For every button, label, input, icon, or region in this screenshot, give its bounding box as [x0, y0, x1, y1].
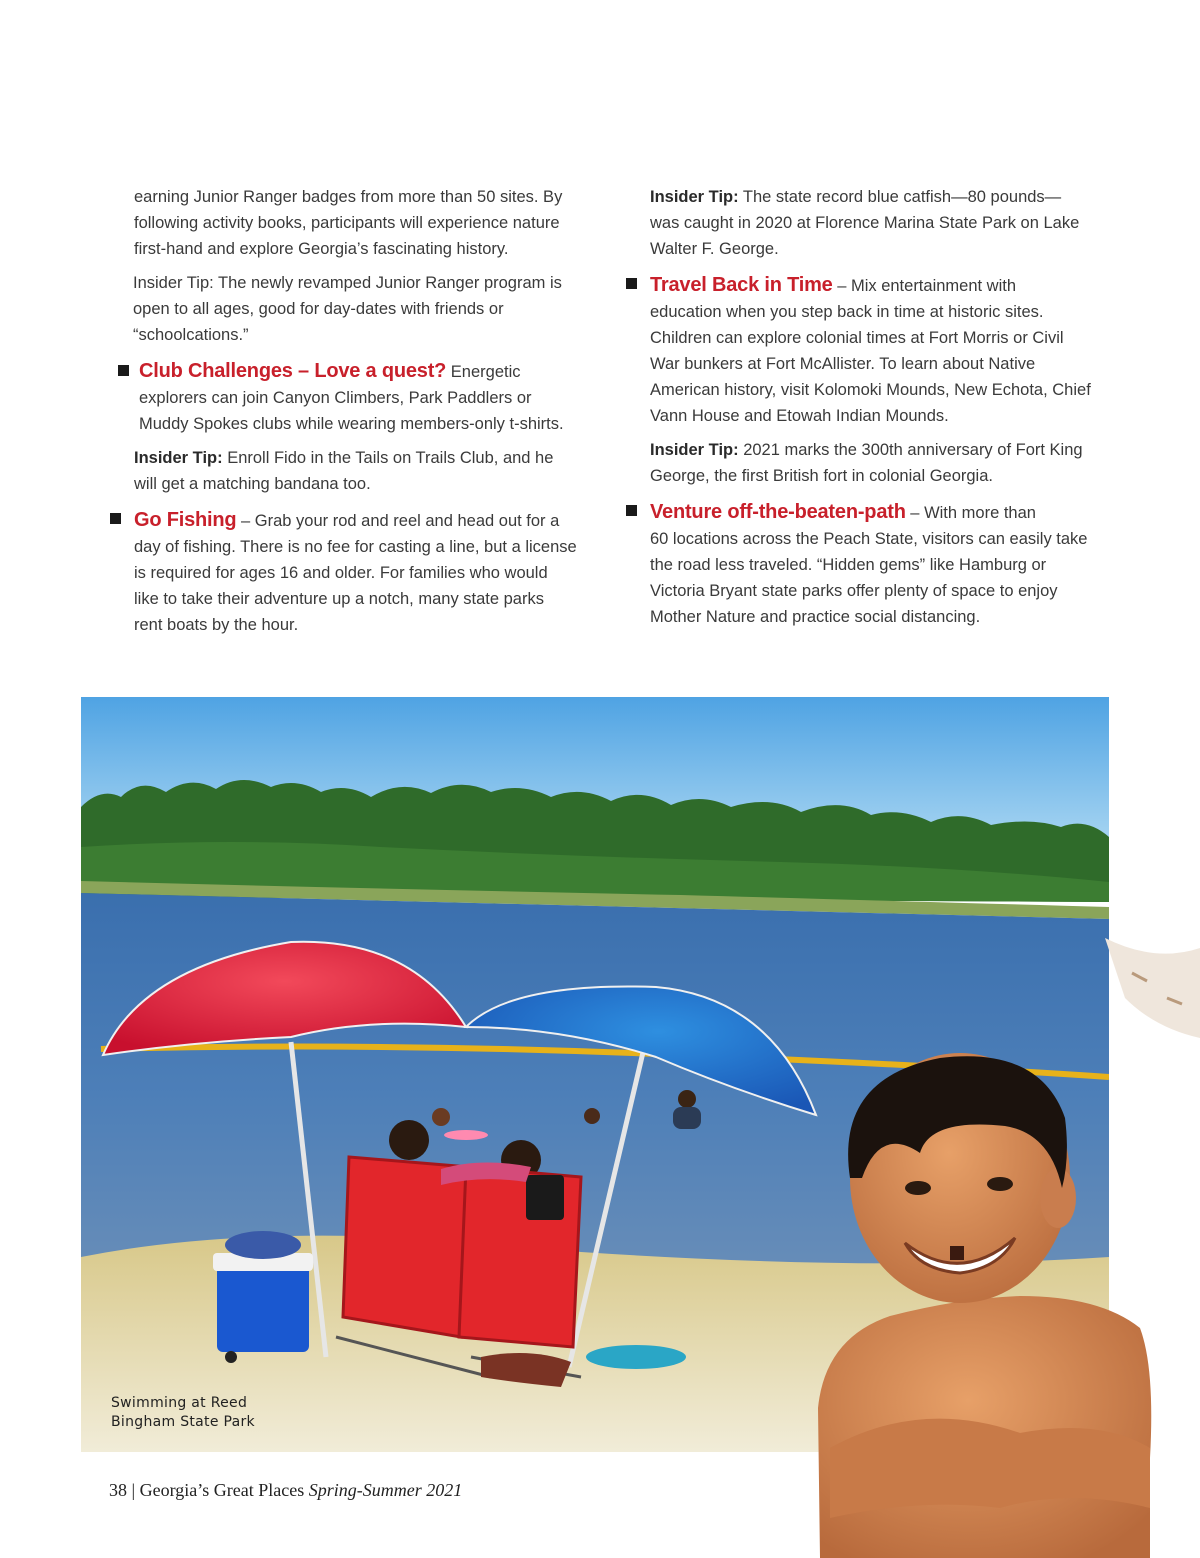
text-line: earning Junior Ranger badges from more than 50 sites. By [134, 188, 563, 206]
section-lead: Energetic [446, 363, 521, 381]
tip-label: Insider Tip: [650, 188, 739, 206]
section-headline: Venture off-the-beaten-path [650, 501, 906, 523]
travel-back-in-time-section [626, 272, 1126, 429]
text-line: rent boats by the hour. [134, 616, 299, 634]
text-line: 2021 marks the 300th anniversary of Fort King [738, 441, 1083, 459]
text-line: is required for ages 16 and older. For families who would [134, 564, 548, 582]
text-line: was caught in 2020 at Florence Marina State Park on Lake [650, 214, 1080, 232]
insider-tip-fort-king-george [650, 437, 1126, 489]
caption-line: Bingham State Park [111, 1414, 255, 1430]
left-column [110, 184, 610, 646]
insider-tip-junior-ranger [133, 270, 610, 348]
venture-off-the-beaten-path-section [626, 499, 1126, 630]
square-bullet-icon [626, 505, 637, 516]
text-line: education when you step back in time at historic sites. [650, 303, 1044, 321]
right-column [626, 184, 1126, 638]
text-line: War bunkers at Fort McAllister. To learn about Native [650, 355, 1036, 373]
beach-toy [586, 1345, 686, 1369]
go-fishing-section [110, 507, 610, 638]
text-line: the road less traveled. “Hidden gems” like Hamburg or [650, 556, 1047, 574]
tip-label: Insider Tip: [134, 449, 223, 467]
text-line: Victoria Bryant state parks offer plenty of space to enjoy [650, 582, 1058, 600]
text-line: Muddy Spokes clubs while wearing members-only t-shirts. [139, 415, 564, 433]
footer-issue: Spring-Summer 2021 [308, 1480, 463, 1500]
tip-label: Insider Tip: [650, 441, 739, 459]
text-line: first-hand and explore Georgia’s fascinating history. [134, 240, 509, 258]
text-line: explorers can join Canyon Climbers, Park Paddlers or [139, 389, 532, 407]
text-line: Mother Nature and practice social distancing. [650, 608, 981, 626]
text-line: Enroll Fido in the Tails on Trails Club, and he [222, 449, 554, 467]
smiling-boy-photo [800, 1038, 1200, 1558]
text-line: The state record blue catfish—80 pounds— [738, 188, 1062, 206]
square-bullet-icon [110, 513, 121, 524]
text-line: Insider Tip: The newly revamped Junior Ranger program is [133, 274, 562, 292]
footer-prefix: 38 | Georgia’s Great Places [109, 1480, 309, 1500]
club-challenges-section [110, 358, 610, 437]
photo-caption [111, 1394, 311, 1432]
section-headline: Club Challenges – Love a quest? [139, 360, 447, 382]
text-line: “schoolcations.” [133, 326, 249, 344]
text-line: Walter F. George. [650, 240, 779, 258]
text-line: will get a matching bandana too. [134, 475, 371, 493]
section-headline: Go Fishing [134, 509, 237, 531]
text-line: like to take their adventure up a notch, many state parks [134, 590, 544, 608]
text-line: open to all ages, good for day-dates with friends or [133, 300, 504, 318]
text-line: following activity books, participants will experience nature [134, 214, 560, 232]
intro-paragraph [134, 184, 610, 262]
text-line: American history, visit Kolomoki Mounds, New Echota, Chief [650, 381, 1091, 399]
section-lead: – Grab your rod and reel and head out for a [236, 512, 560, 530]
section-headline: Travel Back in Time [650, 274, 833, 296]
caption-line: Swimming at Reed [111, 1395, 248, 1411]
text-line: George, the first British fort in colonial Georgia. [650, 467, 993, 485]
text-line: Children can explore colonial times at Fort Morris or Civil [650, 329, 1064, 347]
text-line: 60 locations across the Peach State, visitors can easily take [650, 530, 1088, 548]
square-bullet-icon [118, 365, 129, 376]
section-lead: – Mix entertainment with [832, 277, 1017, 295]
insider-tip-blue-catfish [650, 184, 1126, 262]
section-lead: – With more than [905, 504, 1036, 522]
page-footer [109, 1480, 462, 1501]
text-line: day of fishing. There is no fee for casting a line, but a license [134, 538, 577, 556]
square-bullet-icon [626, 278, 637, 289]
text-line: Vann House and Etowah Indian Mounds. [650, 407, 949, 425]
insider-tip-tails-on-trails [134, 445, 610, 497]
